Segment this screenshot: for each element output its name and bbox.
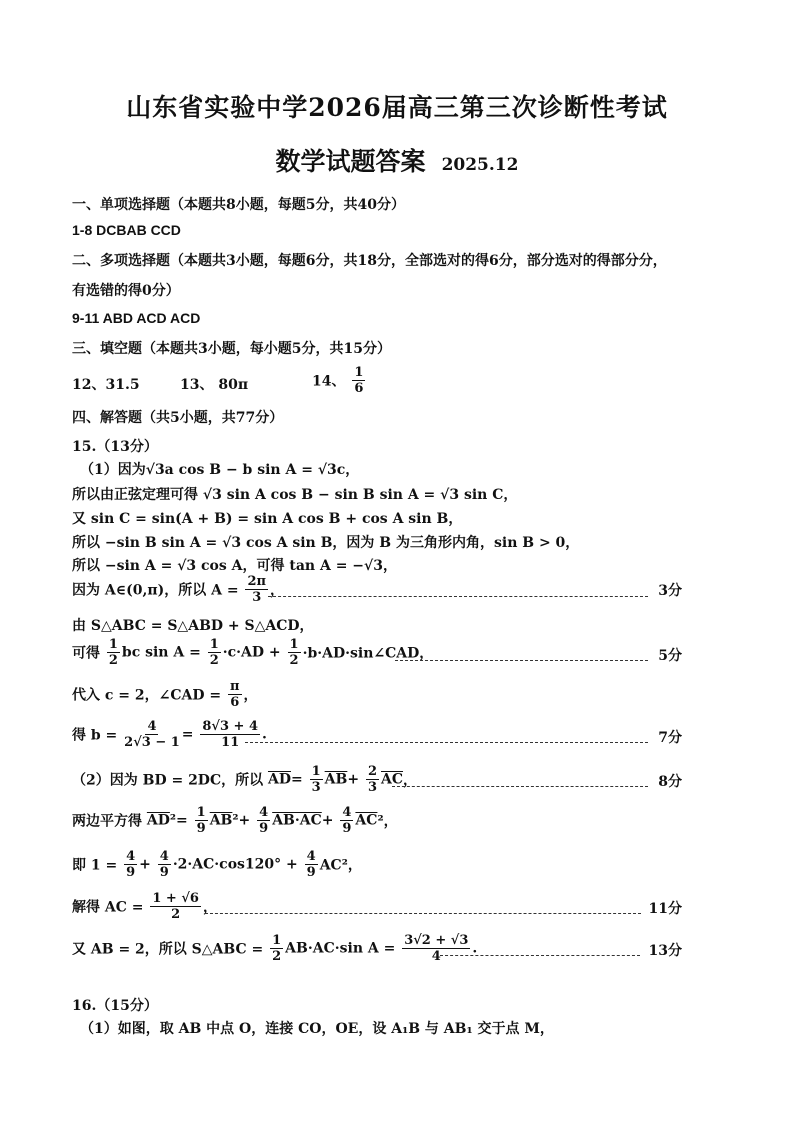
q15-line-8 <box>72 638 433 667</box>
q15-line-3: 又 sin C = sin(A + B) = sin A cos B + cos A sin B， <box>72 511 463 527</box>
fraction-denominator: 3 <box>367 780 377 795</box>
score-leader <box>392 786 648 787</box>
fraction-numerator: 4 <box>126 849 136 864</box>
q15-line-13-text: ·2·AC·cos120° + <box>172 856 298 873</box>
fraction-numerator: 4 <box>259 805 269 820</box>
q15-line-15-fraction <box>402 934 470 963</box>
q15-line-8-text: bc sin A = <box>121 644 201 661</box>
q15-header: 15.（13分） <box>72 439 158 455</box>
fraction-denominator: 3 <box>311 780 321 795</box>
subtitle-text: 数学试题答案 <box>275 147 426 176</box>
four-ninths-fraction <box>305 850 318 879</box>
score-leader <box>245 742 648 743</box>
fraction-numerator: 1 <box>108 637 118 652</box>
q16-header: 16.（15分） <box>72 998 158 1014</box>
half-fraction <box>208 638 221 667</box>
page-subtitle <box>0 142 794 178</box>
q15-line-9-fraction <box>228 680 242 709</box>
fraction-denominator: 3 <box>252 590 262 605</box>
q15-line-10-fraction-1 <box>124 720 180 749</box>
section-3-heading: 三、填空题（本题共3小题，每小题5分，共15分） <box>72 341 391 357</box>
q15-line-10: 得 b = $\frac{4}{2√3 - 1}$ = $\frac{8√3 + 4}{11}$ . <box>72 719 267 750</box>
vector-ac: $\overline{AC}$ <box>381 771 404 788</box>
q15-line-8-text: 可得 <box>72 645 100 662</box>
q15-line-5: 所以 −sin A = √3 cos A，可得 tan A = −√3， <box>72 558 397 574</box>
fraction-numerator: π <box>229 679 240 694</box>
fraction-numerator: 1 <box>289 637 299 652</box>
section-2-answers: 9-11 ABD ACD ACD <box>72 310 201 326</box>
fraction-denominator: 9 <box>196 821 206 836</box>
fraction-numerator: 3√2 + √3 <box>404 933 469 948</box>
vector-ad: $\overline{AD}$ <box>146 812 170 829</box>
q15-line-8-text: ·b·AD·sin∠CAD， <box>302 645 434 662</box>
one-third-fraction <box>310 765 323 794</box>
q15-line-13-text: AC²， <box>319 857 362 874</box>
q15-line-10-fraction-2 <box>200 720 260 749</box>
score-leader <box>268 596 648 597</box>
q15-line-12: 两边平方得 $\overline{AD}^2=$ $\frac{1}{9}$ $\overline{AB}^2+$ $\frac{4}{9}$ AB·AC+ $\frac{4}{9}$ $\overline{AC}^2$， <box>72 805 398 836</box>
answer-12: 12、31.5 <box>72 377 140 393</box>
q15-line-6-text: 因为 A∈(0,π)，所以 A = <box>72 582 239 599</box>
fraction-numerator: 4 <box>342 805 352 820</box>
q15-score-8: 8分 <box>658 774 682 790</box>
q15-line-9: 代入 c = 2，∠CAD = $\frac{\pi}{6}$ ， <box>72 679 258 710</box>
four-ninths-fraction <box>257 806 270 835</box>
two-thirds-fraction <box>366 765 379 794</box>
q15-line-1: （1）因为√3a cos B − b sin A = √3c， <box>80 462 360 478</box>
fraction-denominator: 9 <box>342 821 352 836</box>
q15-score-7: 7分 <box>658 730 682 746</box>
q15-line-7: 由 S△ABC = S△ABD + S△ACD， <box>72 618 314 634</box>
section-2-heading-cont: 有选错的得0分） <box>72 283 180 299</box>
q15-line-15-text: AB·AC·sin A = <box>285 940 396 957</box>
fraction-numerator: 2 <box>367 764 377 779</box>
fraction-numerator: 1 <box>272 933 282 948</box>
vector-dot-product: AB·AC <box>272 812 322 829</box>
fraction-denominator: 2 <box>289 653 299 668</box>
q15-line-15: 又 AB = 2，所以 S△ABC = $\frac{1}{2}$ AB·AC·sin A = $\frac{3√2 + √3}{4}$ . <box>72 933 478 964</box>
q15-line-2: 所以由正弦定理可得 √3 sin A cos B − sin B sin A = √3 sin C， <box>72 487 518 503</box>
four-ninths-fraction <box>158 850 171 879</box>
vector-ab: $\overline{AB}$ <box>209 812 233 829</box>
answer-13: 13、 80π <box>180 377 249 393</box>
fraction-numerator: 4 <box>147 719 157 734</box>
vector-ac: $\overline{AC}$ <box>355 812 378 829</box>
fraction-denominator: 4 <box>431 949 441 964</box>
q15-line-12-text: 两边平方得 <box>72 813 142 830</box>
q15-line-14-fraction <box>150 892 201 921</box>
fraction-numerator: 1 <box>209 637 219 652</box>
section-4-heading: 四、解答题（共5小题，共77分） <box>72 410 284 426</box>
fraction-denominator: 2√3 − 1 <box>124 735 180 750</box>
q15-line-15-text: 又 AB = 2，所以 S△ABC = <box>72 941 264 958</box>
half-fraction <box>288 638 301 667</box>
q15-line-6: 因为 A∈(0,π)，所以 A = $\frac{2\pi}{3}$ ， <box>72 574 284 605</box>
q15-line-14-text: 解得 AC = <box>72 899 144 916</box>
section-1-heading: 一、单项选择题（本题共8小题，每题5分，共40分） <box>72 197 405 213</box>
score-leader <box>440 955 640 956</box>
q15-score-13: 13分 <box>648 943 682 959</box>
q15-score-3: 3分 <box>658 583 682 599</box>
vector-ad: $\overline{AD}$ <box>267 771 291 788</box>
fraction-numerator: 4 <box>306 849 316 864</box>
four-ninths-fraction <box>340 806 353 835</box>
page-title: 山东省实验中学2026届高三第三次诊断性考试 <box>126 93 668 122</box>
fraction-denominator: 9 <box>126 865 136 880</box>
q15-line-11-text: （2）因为 BD = 2DC，所以 <box>72 772 264 789</box>
fraction-denominator: 2 <box>108 653 118 668</box>
fraction-denominator: 9 <box>259 821 269 836</box>
q15-line-8-text: ·c·AD + <box>222 644 281 661</box>
fraction-denominator: 2 <box>272 949 282 964</box>
fraction-denominator: 9 <box>159 865 169 880</box>
fraction-denominator: 2 <box>171 907 181 922</box>
fraction-numerator: 8√3 + 4 <box>202 719 259 734</box>
section-2-heading: 二、多项选择题（本题共3小题，每题6分，共18分，全部选对的得6分，部分选对的得部分分， <box>72 253 667 269</box>
q15-line-14: 解得 AC = $\frac{1 + √6}{2}$ ， <box>72 891 217 922</box>
score-leader <box>395 660 648 661</box>
half-fraction <box>107 638 120 667</box>
q15-line-10-text: 得 b = <box>72 727 118 744</box>
q15-score-11: 11分 <box>648 901 682 917</box>
fraction-denominator: 6 <box>230 695 240 710</box>
q15-line-13: 即 1 = $\frac{4}{9}$ + $\frac{4}{9}$ ·2·AC·cos120° + $\frac{4}{9}$ AC²， <box>72 849 362 880</box>
q15-line-11: （2）因为 BD = 2DC，所以 $\overline{AD}=$ $\frac{1}{3}$ $\overline{AB}+$ $\frac{2}{3}$ $\overline{AC}$， <box>72 764 418 795</box>
fraction-numerator: 1 <box>311 764 321 779</box>
score-leader <box>205 913 641 914</box>
fraction-numerator: 1 + √6 <box>152 891 199 906</box>
fraction-denominator: 6 <box>354 381 364 396</box>
vector-ab: $\overline{AB}$ <box>324 771 348 788</box>
section-1-answers: 1-8 DCBAB CCD <box>72 222 181 238</box>
q15-line-13-text: 即 1 = <box>72 857 118 874</box>
fraction-denominator: 2 <box>209 653 219 668</box>
exam-date: 2025.12 <box>441 155 519 175</box>
answer-14-label: 14、 <box>312 373 346 390</box>
fraction-denominator: 9 <box>306 865 316 880</box>
one-ninth-fraction <box>195 806 208 835</box>
q16-line-1: （1）如图，取 AB 中点 O，连接 CO，OE，设 A₁B 与 AB₁ 交于点 M， <box>80 1021 554 1037</box>
four-ninths-fraction <box>124 850 137 879</box>
half-fraction <box>270 934 283 963</box>
answer-14 <box>312 366 367 395</box>
q15-line-9-text: 代入 c = 2，∠CAD = <box>72 687 222 704</box>
q15-line-4: 所以 −sin B sin A = √3 cos A sin B，因为 B 为三角形内角，sin B > 0， <box>72 535 580 551</box>
fraction-numerator: 2π <box>247 574 266 589</box>
fraction-numerator: 4 <box>159 849 169 864</box>
q15-line-6-fraction <box>245 575 268 604</box>
q15-score-5: 5分 <box>658 648 682 664</box>
fraction-numerator: 1 <box>354 365 364 380</box>
fraction-numerator: 1 <box>196 805 206 820</box>
answer-14-fraction <box>352 366 365 395</box>
fraction-denominator: 11 <box>221 735 240 750</box>
